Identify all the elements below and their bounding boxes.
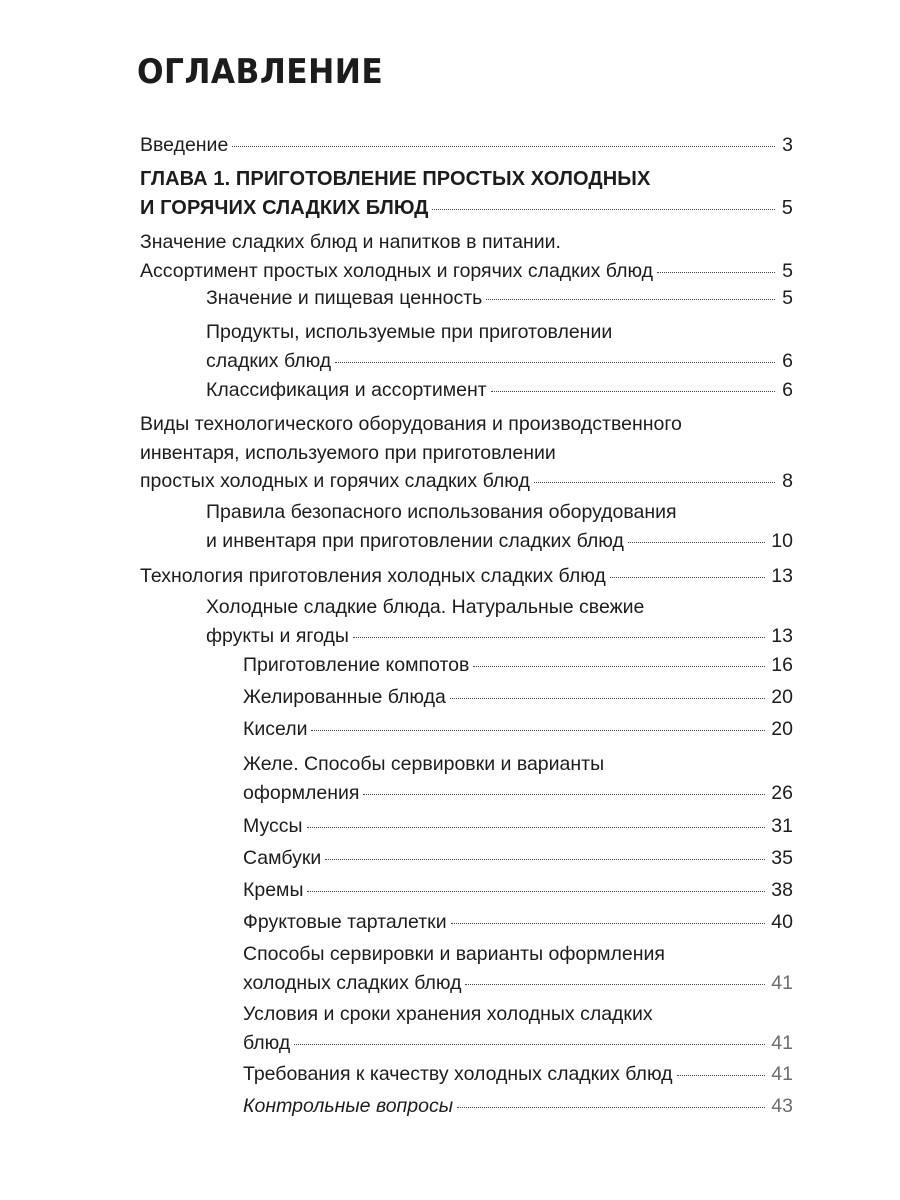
toc-entry-title: простых холодных и горячих сладких блюд xyxy=(140,470,530,492)
page-number: 5 xyxy=(782,287,793,309)
dot-leader xyxy=(677,1075,766,1076)
toc-entry xyxy=(206,376,793,405)
toc-entry xyxy=(140,165,793,222)
toc-entry-title: Кремы xyxy=(243,879,304,901)
toc-entry-title: Правила безопасного использования оборудования xyxy=(206,501,677,523)
page-number: 20 xyxy=(771,718,793,740)
toc-entry-title: Самбуки xyxy=(243,847,322,869)
toc-entry-title: Продукты, используемые при приготовлении xyxy=(206,321,613,343)
toc-entry xyxy=(206,284,793,313)
toc-entry xyxy=(206,318,793,375)
page-number: 8 xyxy=(782,470,793,492)
page-number: 43 xyxy=(771,1095,793,1117)
toc-entry xyxy=(243,1000,793,1057)
toc-entry xyxy=(206,498,793,555)
page-number: 41 xyxy=(771,1031,793,1054)
toc-entry xyxy=(140,562,793,591)
toc-entry-title: Значение сладких блюд и напитков в питании. xyxy=(140,231,561,253)
dot-leader xyxy=(353,637,765,638)
dot-leader xyxy=(432,209,775,210)
toc-entry-title: Способы сервировки и варианты оформления xyxy=(243,943,665,965)
toc-entry xyxy=(140,410,793,496)
toc-entry-title: инвентаря, используемого при приготовлении xyxy=(140,441,556,464)
toc-entry-title: ГЛАВА 1. ПРИГОТОВЛЕНИЕ ПРОСТЫХ ХОЛОДНЫХ xyxy=(140,168,651,190)
page-number: 38 xyxy=(771,879,793,901)
toc-entry xyxy=(243,812,793,841)
toc-entry xyxy=(243,876,793,905)
toc-entry-title: фрукты и ягоды xyxy=(206,624,349,647)
page-number: 13 xyxy=(771,624,793,647)
toc-entry xyxy=(243,750,793,807)
toc-entry xyxy=(243,683,793,712)
page-number: 5 xyxy=(781,196,793,219)
dot-leader xyxy=(294,1044,765,1045)
toc-entry xyxy=(140,131,793,160)
toc-entry-title: оформления xyxy=(243,781,360,804)
dot-leader xyxy=(325,859,765,860)
toc-entry xyxy=(206,593,793,650)
toc-entry-title: Условия и сроки хранения холодных сладких xyxy=(243,1003,653,1025)
page-number: 3 xyxy=(782,134,793,156)
dot-leader xyxy=(457,1107,765,1108)
toc-entry xyxy=(243,1060,793,1089)
dot-leader xyxy=(486,299,775,300)
dot-leader xyxy=(628,542,765,543)
dot-leader xyxy=(491,391,775,392)
dot-leader xyxy=(307,827,766,828)
toc-entry-title: Желированные блюда xyxy=(243,686,446,708)
dot-leader xyxy=(363,794,765,795)
toc-entry-title: Муссы xyxy=(243,815,303,837)
dot-leader xyxy=(450,698,765,699)
toc-entry xyxy=(243,651,793,680)
toc-entry-title: Холодные сладкие блюда. Натуральные свежие xyxy=(206,596,645,618)
dot-leader xyxy=(335,362,775,363)
toc-entry-title: Контрольные вопросы xyxy=(243,1095,454,1117)
dot-leader xyxy=(657,272,775,273)
page-number: 13 xyxy=(771,565,793,587)
toc-entry xyxy=(243,908,793,937)
toc-entry-title: Классификация и ассортимент xyxy=(206,379,487,401)
page-number: 35 xyxy=(771,847,793,869)
toc-entry-title: Технология приготовления холодных сладких блюд xyxy=(140,565,606,587)
dot-leader xyxy=(534,482,775,483)
toc-entry xyxy=(140,228,793,285)
toc-entry-title: Ассортимент простых холодных и горячих сладких блюд xyxy=(140,259,654,282)
page-number: 31 xyxy=(771,815,793,837)
toc-entry-title: Виды технологического оборудования и производственного xyxy=(140,413,682,435)
page-title: ОГЛАВЛЕНИЕ xyxy=(137,52,384,92)
dot-leader xyxy=(311,730,765,731)
page-number: 20 xyxy=(771,686,793,708)
page-number: 40 xyxy=(771,911,793,933)
toc-entry-title: Введение xyxy=(140,134,229,156)
dot-leader xyxy=(232,146,775,147)
toc-entry-title: Фруктовые тарталетки xyxy=(243,911,447,933)
toc-entry xyxy=(243,715,793,744)
page-number: 5 xyxy=(782,259,793,282)
page-number: 6 xyxy=(782,349,793,372)
dot-leader xyxy=(610,577,765,578)
toc-entry-title: блюд xyxy=(243,1031,291,1054)
toc-entry-title: И ГОРЯЧИХ СЛАДКИХ БЛЮД xyxy=(140,196,429,219)
toc-entry-title: Желе. Способы сервировки и варианты xyxy=(243,753,605,775)
page-number: 10 xyxy=(771,529,793,552)
page-number: 6 xyxy=(782,379,793,401)
dot-leader xyxy=(465,984,765,985)
toc-entry-title: холодных сладких блюд xyxy=(243,971,462,994)
toc-entry-title: Значение и пищевая ценность xyxy=(206,287,483,309)
page-number: 41 xyxy=(771,971,793,994)
toc-entry xyxy=(243,1092,793,1121)
page-number: 41 xyxy=(771,1063,793,1085)
toc-entry-title: и инвентаря при приготовлении сладких блюд xyxy=(206,529,624,552)
toc-entry xyxy=(243,844,793,873)
page-number: 26 xyxy=(771,781,793,804)
toc-entry-title: Требования к качеству холодных сладких блюд xyxy=(243,1063,673,1085)
dot-leader xyxy=(473,666,765,667)
page-number: 16 xyxy=(771,654,793,676)
dot-leader xyxy=(451,923,766,924)
toc-entry-title: сладких блюд xyxy=(206,349,332,372)
toc-entry-title: Кисели xyxy=(243,718,308,740)
dot-leader xyxy=(307,891,765,892)
toc-entry-title: Приготовление компотов xyxy=(243,654,470,676)
toc-entry xyxy=(243,940,793,997)
